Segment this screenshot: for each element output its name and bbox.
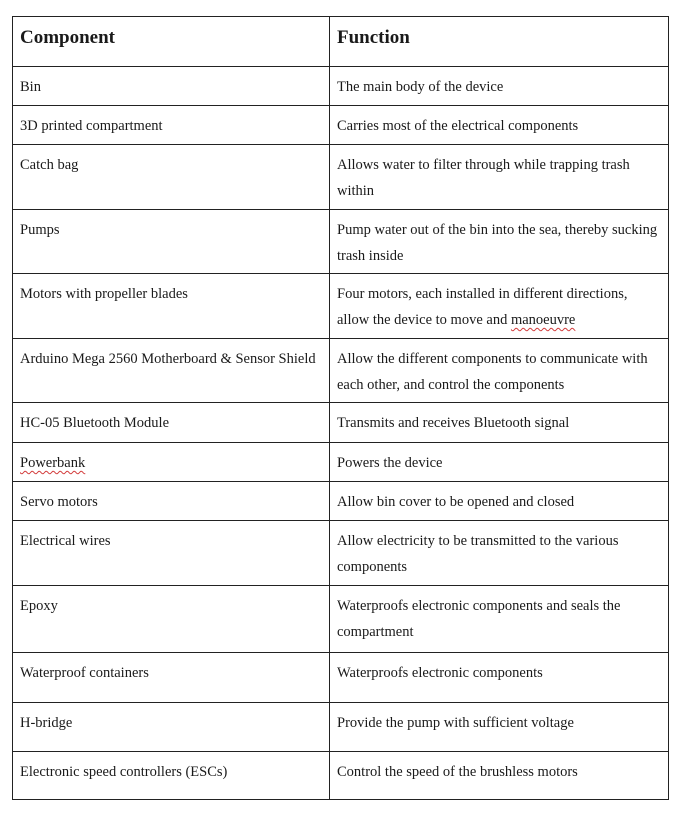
table-row <box>13 339 669 403</box>
component-cell: 3D printed compartment <box>13 106 330 145</box>
component-cell <box>13 443 330 482</box>
function-cell: Powers the device <box>330 443 669 482</box>
function-cell: Carries most of the electrical components <box>330 106 669 145</box>
table-row <box>13 482 669 521</box>
function-cell <box>330 274 669 339</box>
table-row <box>13 703 669 752</box>
components-table <box>12 16 669 800</box>
component-cell: Pumps <box>13 210 330 274</box>
table-row <box>13 403 669 443</box>
table-row <box>13 145 669 210</box>
spellcheck-flagged-word: manoeuvre <box>510 312 576 328</box>
function-cell: Transmits and receives Bluetooth signal <box>330 403 669 443</box>
header-row <box>13 17 669 67</box>
table-row <box>13 274 669 339</box>
component-cell: Bin <box>13 67 330 106</box>
table-row <box>13 521 669 586</box>
component-cell: Motors with propeller blades <box>13 274 330 339</box>
component-cell: Waterproof containers <box>13 653 330 703</box>
function-cell: Waterproofs electronic components <box>330 653 669 703</box>
component-cell: Electrical wires <box>13 521 330 586</box>
function-text: Four motors, each installed in different directions, allow the device to move and <box>337 286 628 328</box>
function-cell: Control the speed of the brushless motors <box>330 752 669 800</box>
table-row <box>13 210 669 274</box>
table-row <box>13 67 669 106</box>
component-cell: Catch bag <box>13 145 330 210</box>
function-cell: Allow bin cover to be opened and closed <box>330 482 669 521</box>
table-row <box>13 443 669 482</box>
header-component: Component <box>13 17 330 67</box>
component-cell: HC-05 Bluetooth Module <box>13 403 330 443</box>
table-row <box>13 106 669 145</box>
component-cell: Electronic speed controllers (ESCs) <box>13 752 330 800</box>
function-cell: The main body of the device <box>330 67 669 106</box>
function-cell: Waterproofs electronic components and seals the compartment <box>330 586 669 653</box>
table-row <box>13 653 669 703</box>
component-cell: Epoxy <box>13 586 330 653</box>
function-cell: Allow electricity to be transmitted to the various components <box>330 521 669 586</box>
function-cell: Allow the different components to communicate with each other, and control the components <box>330 339 669 403</box>
function-cell: Allows water to filter through while trapping trash within <box>330 145 669 210</box>
function-cell: Provide the pump with sufficient voltage <box>330 703 669 752</box>
table-row <box>13 586 669 653</box>
component-cell: Arduino Mega 2560 Motherboard & Sensor Shield <box>13 339 330 403</box>
header-function: Function <box>330 17 669 67</box>
spellcheck-flagged-word: Powerbank <box>20 455 86 471</box>
component-cell: H-bridge <box>13 703 330 752</box>
function-cell: Pump water out of the bin into the sea, thereby sucking trash inside <box>330 210 669 274</box>
table-row <box>13 752 669 800</box>
component-cell: Servo motors <box>13 482 330 521</box>
